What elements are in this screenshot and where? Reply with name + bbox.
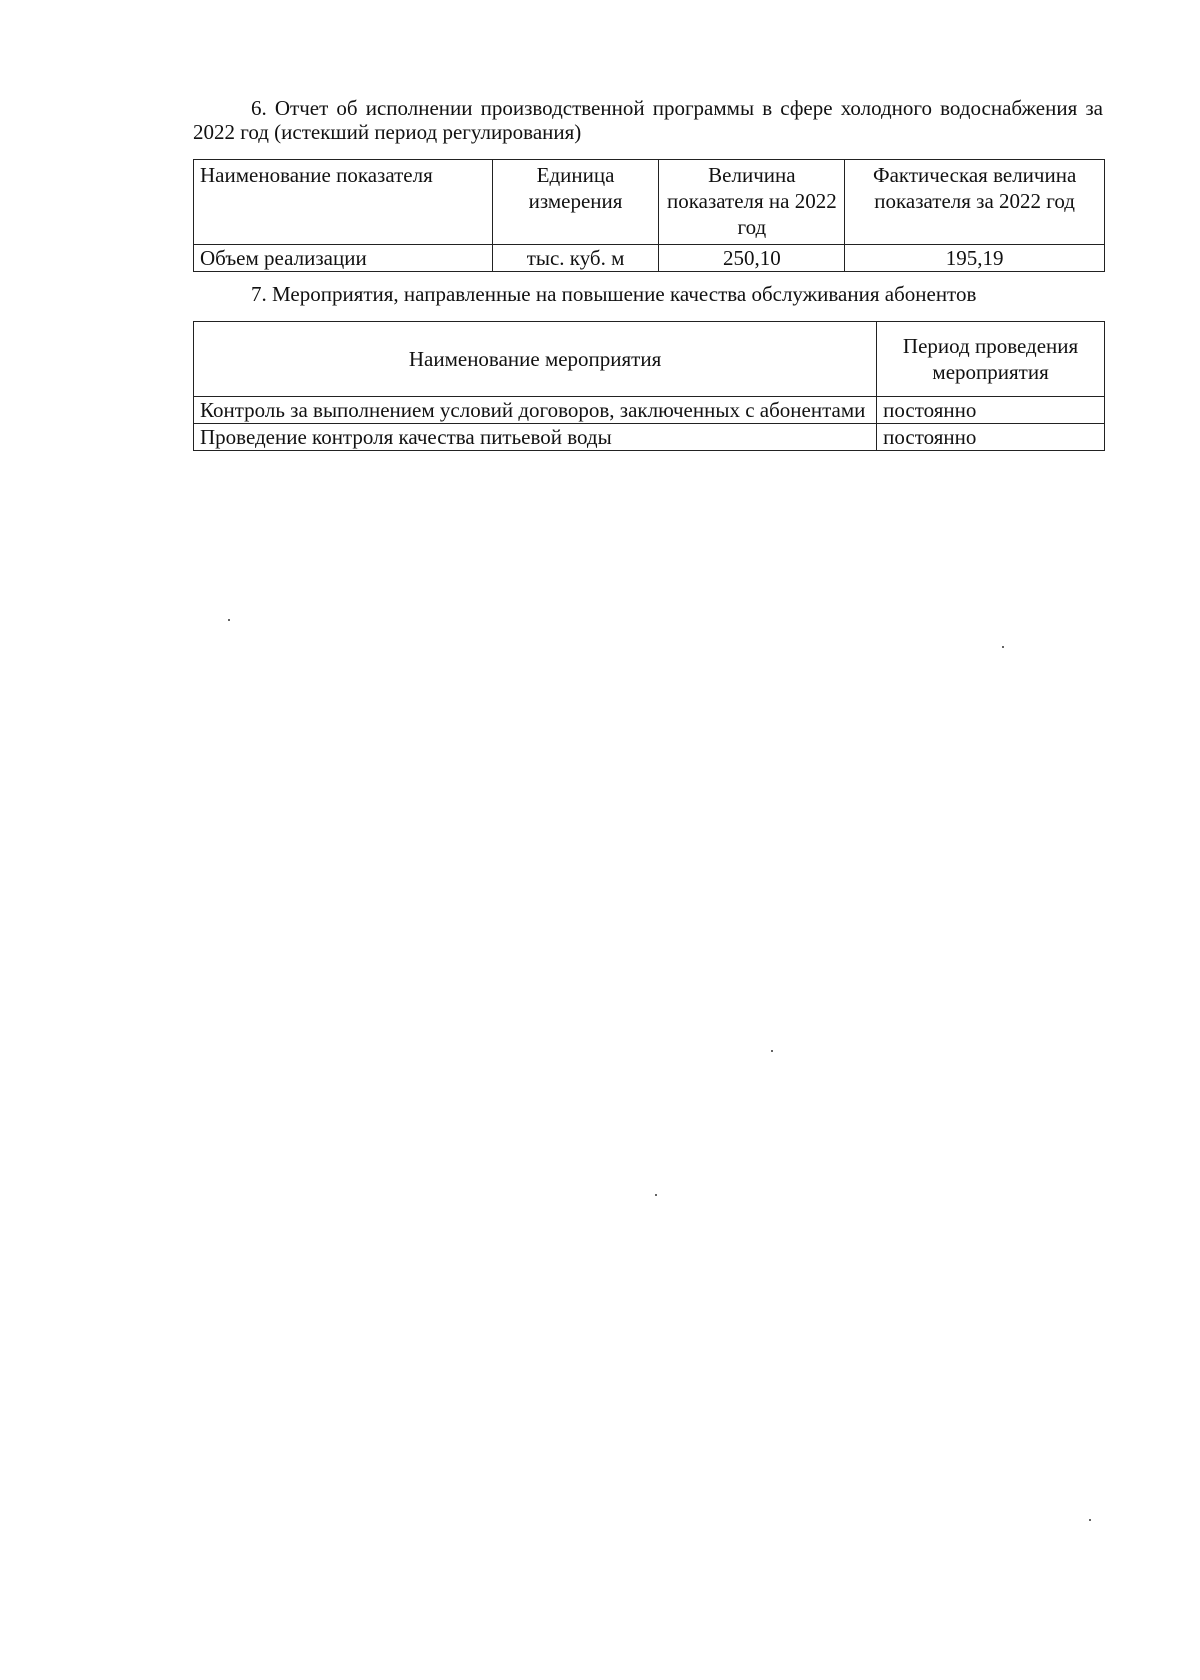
column-header-unit: Единица измерения <box>492 160 659 245</box>
indicator-name-cell: Объем реализации <box>194 245 493 272</box>
scan-speck <box>1002 646 1004 648</box>
table-header-row <box>194 160 1105 245</box>
planned-value-cell: 250,10 <box>659 245 845 272</box>
measure-name-cell: Проведение контроля качества питьевой воды <box>194 424 877 451</box>
column-header-measure-period: Период проведения мероприятия <box>877 322 1105 397</box>
section-7-heading: 7. Мероприятия, направленные на повышение качества обслуживания абонентов <box>251 282 977 306</box>
production-program-report-table <box>193 159 1105 272</box>
column-header-actual-value: Фактическая величина показателя за 2022 год <box>845 160 1105 245</box>
scan-speck <box>655 1194 657 1196</box>
scan-speck <box>1089 1519 1091 1521</box>
service-quality-measures-table <box>193 321 1105 451</box>
scan-speck <box>228 619 230 621</box>
column-header-measure-name: Наименование мероприятия <box>194 322 877 397</box>
table-row <box>194 245 1105 272</box>
actual-value-cell: 195,19 <box>845 245 1105 272</box>
column-header-indicator-name: Наименование показателя <box>194 160 493 245</box>
measure-period-cell: постоянно <box>877 397 1105 424</box>
table-header-row <box>194 322 1105 397</box>
column-header-planned-value: Величина показателя на 2022 год <box>659 160 845 245</box>
table-row <box>194 397 1105 424</box>
section-6-heading: 6. Отчет об исполнении производственной программы в сфере холодного водоснабжения за 2022 год (истекший период регулирования) <box>193 96 1103 144</box>
table-row <box>194 424 1105 451</box>
measure-period-cell: постоянно <box>877 424 1105 451</box>
scan-speck <box>771 1050 773 1052</box>
measure-name-cell: Контроль за выполнением условий договоров, заключенных с абонентами <box>194 397 877 424</box>
unit-cell: тыс. куб. м <box>492 245 659 272</box>
